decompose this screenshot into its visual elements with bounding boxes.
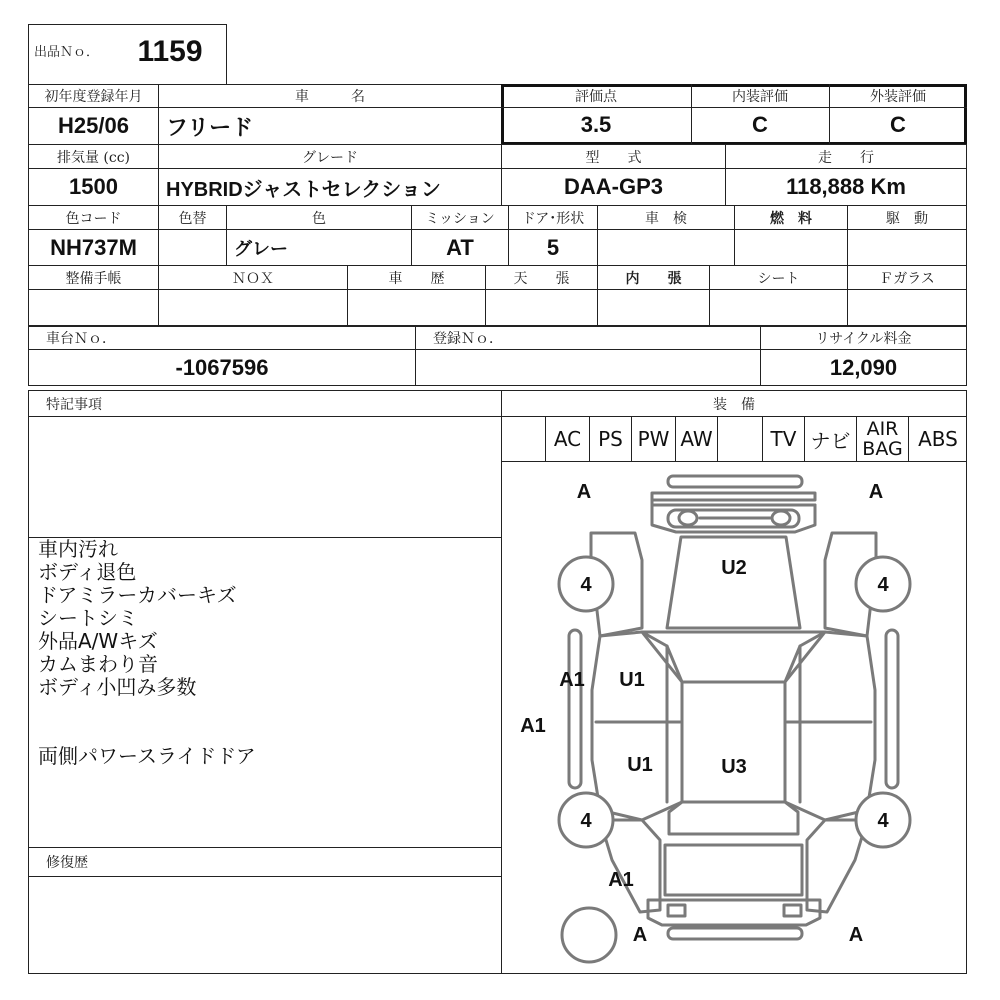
mark-tire-fr: 4	[877, 574, 889, 596]
note-line: ボディ退色	[38, 560, 137, 584]
color-value: グレー	[234, 238, 288, 259]
mark-tire-rr: 4	[877, 810, 889, 832]
mark-tire-rl: 4	[580, 810, 592, 832]
nox-value-cell	[158, 289, 348, 326]
lot-number-value: 1159	[137, 35, 203, 68]
color-code-label: 色コード	[65, 210, 122, 227]
front-bumper-shape	[668, 476, 802, 487]
score-label: 評価点	[575, 89, 617, 105]
mark-tire-fl: 4	[580, 574, 592, 596]
displacement-value: 1500	[69, 174, 118, 199]
notes-text	[38, 538, 493, 768]
mark-left-side-outer: A1	[520, 715, 546, 737]
interior-lining-label: 内 張	[625, 270, 682, 287]
equipment-item-airbag: AIR BAG	[856, 416, 908, 462]
first-reg-value: H25/06	[58, 113, 129, 138]
nox-label: ＮＯＸ	[232, 270, 274, 287]
mission-label: ミッション	[425, 210, 495, 227]
glass-value-cell	[847, 289, 967, 326]
first-reg-label: 初年度登録年月	[44, 89, 143, 105]
rear-lamp-left	[668, 905, 685, 916]
mark-left-fender-front: A1	[559, 669, 585, 691]
interior-lining-value-cell	[597, 289, 710, 326]
mileage-label: 走 行	[818, 149, 874, 166]
right-rear-quarter-shape	[807, 820, 867, 912]
recycle-value: 12,090	[829, 354, 898, 380]
front-emblem-left	[679, 511, 697, 525]
repair-label: 修復歴	[46, 855, 88, 871]
mark-rear-bumper-left: A1	[608, 869, 634, 891]
equipment-item-tv: TV	[762, 416, 804, 462]
glass-label: Ｆガラス	[879, 270, 935, 287]
chassis-value: -1067596	[175, 354, 269, 380]
notes-label: 特記事項	[46, 396, 102, 413]
left-side-rail	[569, 630, 581, 788]
repaint-value	[158, 229, 227, 266]
rear-window-shape	[669, 802, 798, 834]
cabin-outline	[667, 646, 800, 802]
seat-value-cell	[709, 289, 848, 326]
car-diagram	[501, 461, 967, 974]
equipment-item-pw: PW	[631, 416, 675, 462]
chassis-label: 車台Ｎｏ．	[46, 331, 116, 347]
note-line: 車内汚れ	[38, 537, 118, 561]
reg-no-value	[415, 349, 761, 386]
equipment-item-ac: AC	[545, 416, 589, 462]
equipment-item-navi: ナビ	[804, 416, 856, 462]
reg-no-label: 登録Ｎｏ．	[433, 331, 503, 347]
mark-roof: U3	[721, 756, 747, 778]
displacement-label: 排気量 (cc)	[56, 149, 131, 166]
exterior-grade-label: 外装評価	[870, 89, 926, 105]
note-line: 両側パワースライドドア	[38, 744, 256, 768]
mission-value: AT	[446, 234, 474, 260]
note-line: 外品A/Wキズ	[38, 629, 158, 653]
recycle-label: リサイクル料金	[815, 331, 912, 347]
grade-value: HYBRIDジャストセレクション	[166, 178, 441, 201]
lot-number-label: 出品Ｎｏ．	[34, 44, 100, 60]
interior-grade-label: 内装評価	[732, 89, 788, 105]
drive-value	[847, 229, 967, 266]
car-name-label: 車 名	[295, 89, 365, 105]
note-line: ボディ小凹み多数	[38, 675, 197, 699]
mileage-value: 118,888 Km	[786, 174, 906, 199]
score-value: 3.5	[580, 112, 612, 137]
mark-windshield-left: U1	[619, 669, 645, 691]
mark-rear-left-corner: A	[632, 924, 648, 946]
fuel-label: 燃 料	[770, 210, 812, 227]
repair-label-cell	[28, 847, 502, 877]
rear-bottom-bar	[668, 928, 802, 939]
inspection-value	[597, 229, 735, 266]
exterior-grade-value: C	[890, 112, 906, 137]
car-name-value: フリード	[166, 114, 254, 140]
front-emblem-right	[772, 511, 790, 525]
ceiling-value-cell	[485, 289, 598, 326]
service-book-label: 整備手帳	[65, 270, 122, 287]
mark-rear-right-corner: A	[848, 924, 864, 946]
equipment-item-blank-2	[717, 416, 762, 462]
tailgate-shape	[665, 845, 802, 895]
equipment-item-aw: AW	[675, 416, 717, 462]
mark-front-right-corner: A	[868, 481, 884, 503]
equipment-item-abs: ABS	[908, 416, 967, 462]
front-grille-shape	[652, 493, 815, 505]
right-side-rail	[886, 630, 898, 788]
model-value: DAA-GP3	[563, 174, 663, 199]
door-value: 5	[546, 234, 560, 260]
model-label: 型 式	[585, 149, 642, 166]
grade-label: グレード	[302, 149, 358, 166]
door-label: ドア･形状	[521, 210, 585, 227]
rear-lamp-right	[784, 905, 801, 916]
seat-label: シート	[757, 270, 800, 287]
service-book-value-cell	[28, 289, 159, 326]
history-value-cell	[347, 289, 486, 326]
note-line	[38, 722, 493, 745]
note-line: ドアミラーカバーキズ	[38, 583, 237, 607]
equipment-item-blank	[501, 416, 546, 462]
mark-front-left-corner: A	[576, 481, 592, 503]
equipment-label: 装 備	[713, 396, 755, 413]
history-label: 車 歴	[388, 270, 445, 287]
mark-hood: U2	[721, 557, 747, 579]
windshield-shape	[642, 632, 825, 682]
repair-value-cell	[28, 876, 502, 974]
roof-shape	[682, 682, 785, 802]
drive-label: 駆 動	[886, 210, 928, 227]
note-line: シートシミ	[38, 606, 138, 630]
note-line: カムまわり音	[38, 652, 158, 676]
repaint-label: 色替	[178, 210, 207, 227]
equipment-item-ps: PS	[589, 416, 631, 462]
inspection-label: 車 検	[645, 210, 687, 227]
mark-left-side-center: U1	[627, 754, 653, 776]
color-label: 色	[312, 210, 326, 227]
fuel-value	[734, 229, 848, 266]
ceiling-label: 天 張	[513, 270, 570, 287]
note-line	[38, 699, 493, 722]
interior-grade-value: C	[752, 112, 768, 137]
spare-tire	[562, 908, 616, 962]
color-code-value: NH737M	[50, 234, 137, 260]
hood-shape	[667, 537, 800, 628]
